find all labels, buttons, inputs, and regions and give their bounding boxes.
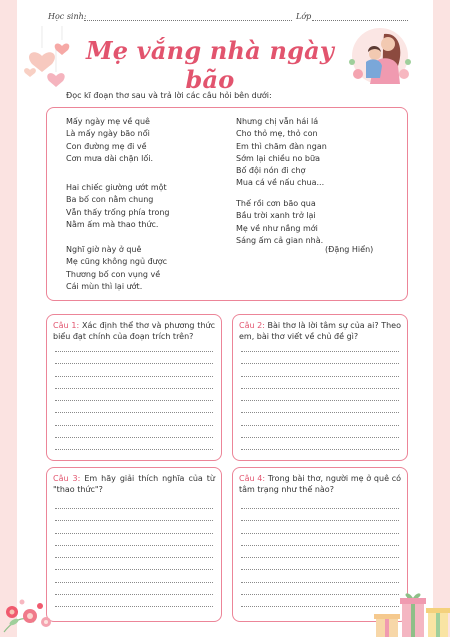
question-1-prompt: Xác định thể thơ và phương thức biểu đạt chính của đoạn trích trên? [53,321,215,341]
poem-line: Em thì chăm đàn ngan [236,141,327,151]
answer-lines-2[interactable] [241,351,399,462]
poem-line: Mẹ cũng không ngủ được [66,257,168,267]
question-4-prompt: Trong bài thơ, người mẹ ở quê có tâm trạng như thế nào? [239,474,402,494]
poem-line: Thế rồi cơn bão qua [236,199,316,208]
poem-line: Mấy ngày mẹ về quê [66,117,150,126]
poem-line: Cái mùn thì lại ướt. [66,281,143,291]
poem-line: Nghĩ giờ này ở quê [66,245,142,254]
poem-line: Sáng ấm cả gian nhà. [236,235,324,245]
poem-line: Vẫn thấy trống phía trong [66,207,170,217]
poem-stanza-1 [66,116,153,165]
poem-line: Hai chiếc giường ướt một [66,183,167,192]
question-2-text [239,320,401,342]
gift-box-icon [372,588,450,637]
poem-line: Bố đội nón đi chợ [236,166,306,176]
class-label: Lớp [296,12,312,21]
poem-stanza-3 [66,244,167,293]
question-1-label: Câu 1: [53,321,80,330]
poem-line: Nhưng chị vẫn hái lá [236,117,319,126]
question-box-1 [46,314,222,461]
question-box-3 [46,467,222,622]
student-name-line[interactable] [84,20,292,21]
page-title: Mẹ vắng nhà ngày bão [85,36,334,94]
poem-line: Mẹ về như nắng mới [236,223,318,233]
poem-line: Mua cá về nấu chua... [236,178,325,188]
poem-stanza-2 [66,182,170,231]
poem-stanza-5 [236,198,323,247]
question-2-prompt: Bài thơ là lời tâm sự của ai? Theo em, bài thơ viết về chủ đề gì? [239,321,402,341]
student-label: Học sinh: [48,12,87,21]
poem-line: Ba bố con nằm chung [66,195,154,205]
question-3-label: Câu 3: [53,474,81,483]
poem-line: Thương bố con vụng về [66,269,161,279]
question-3-text [53,473,215,495]
question-2-label: Câu 2: [239,321,265,330]
poem-line: Sớm lại chiều no bữa [236,153,320,163]
question-4-label: Câu 4: [239,474,266,483]
answer-lines-3[interactable] [55,508,213,619]
class-name-line[interactable] [312,20,408,21]
poem-line: Cho thỏ mẹ, thỏ con [236,129,318,139]
poem-line: Bầu trời xanh trở lại [236,211,316,221]
question-4-text [239,473,401,495]
poem-line: Cơn mưa dài chặn lối. [66,153,154,163]
answer-lines-1[interactable] [55,351,213,462]
question-1-text [53,320,215,342]
poem-line: Nằm ấm mà thao thức. [66,219,159,229]
mother-child-illustration [344,22,416,88]
poem-line: Là mấy ngày bão nổi [66,129,150,139]
flower-icon [0,592,64,637]
instruction-text: Đọc kĩ đoạn thơ sau và trả lời các câu hỏi bên dưới: [66,91,272,100]
poem-stanza-4 [236,116,327,190]
question-box-2 [232,314,408,461]
poem-author: (Đặng Hiển) [325,245,374,254]
poem-line: Con đường mẹ đi về [66,141,147,151]
question-3-prompt: Em hãy giải thích nghĩa của từ "thao thức"? [53,474,215,494]
